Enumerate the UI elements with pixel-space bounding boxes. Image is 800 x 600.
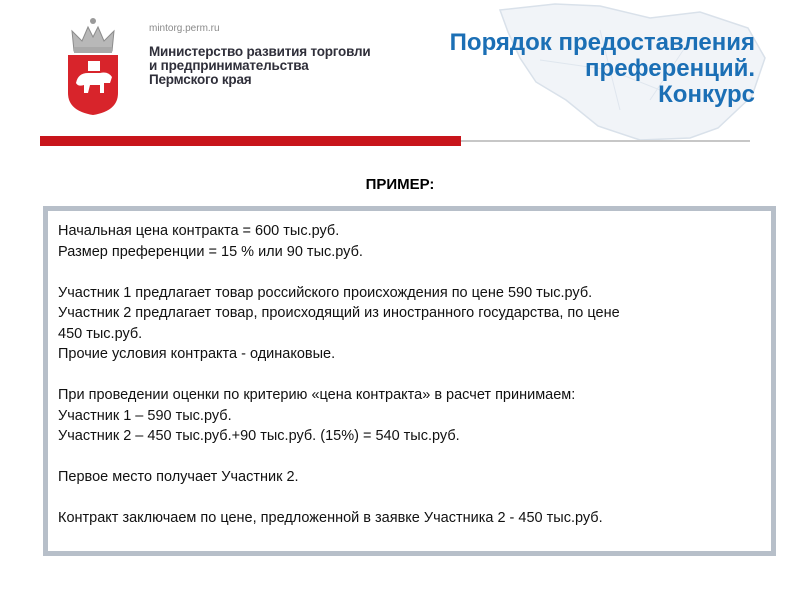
text-line: Прочие условия контракта - одинаковые. <box>58 346 336 362</box>
text-line: Участник 2 – 450 тыс.руб.+90 тыс.руб. (15%) = 540 тыс.руб. <box>58 428 460 444</box>
site-url: mintorg.perm.ru <box>149 23 220 34</box>
example-text <box>58 221 763 529</box>
ministry-line: Пермского края <box>149 72 252 87</box>
accent-bar <box>40 136 461 146</box>
ministry-line: Министерство развития торговли <box>149 44 371 59</box>
text-line: Первое место получает Участник 2. <box>58 469 299 485</box>
text-line: Начальная цена контракта = 600 тыс.руб. <box>58 223 340 239</box>
header <box>0 0 800 140</box>
text-line: Контракт заключаем по цене, предложенной в заявке Участника 2 - 450 тыс.руб. <box>58 510 603 526</box>
ministry-name <box>149 45 389 87</box>
paragraph-gap <box>58 488 763 509</box>
title-line: Порядок предоставления <box>449 29 755 56</box>
example-heading: ПРИМЕР: <box>365 176 435 193</box>
text-line: Размер преференции = 15 % или 90 тыс.руб. <box>58 243 363 260</box>
coat-of-arms-icon <box>60 17 126 117</box>
text-line: Участник 1 – 590 тыс.руб. <box>58 407 232 424</box>
title-line: преференций. <box>585 55 755 82</box>
paragraph-gap <box>58 262 763 283</box>
text-line: Участник 2 предлагает товар, происходящий из иностранного государства, по цене <box>58 305 620 321</box>
ministry-line: и предпринимательства <box>149 58 309 73</box>
divider <box>461 140 750 142</box>
page-title <box>450 30 755 108</box>
paragraph-gap <box>58 447 763 468</box>
text-line: Участник 1 предлагает товар российского происхождения по цене 590 тыс.руб. <box>58 284 593 301</box>
text-line: 450 тыс.руб. <box>58 325 143 342</box>
text-line: При проведении оценки по критерию «цена контракта» в расчет принимаем: <box>58 387 576 403</box>
paragraph-gap <box>58 365 763 386</box>
title-line: Конкурс <box>658 81 755 108</box>
example-box <box>43 206 776 556</box>
